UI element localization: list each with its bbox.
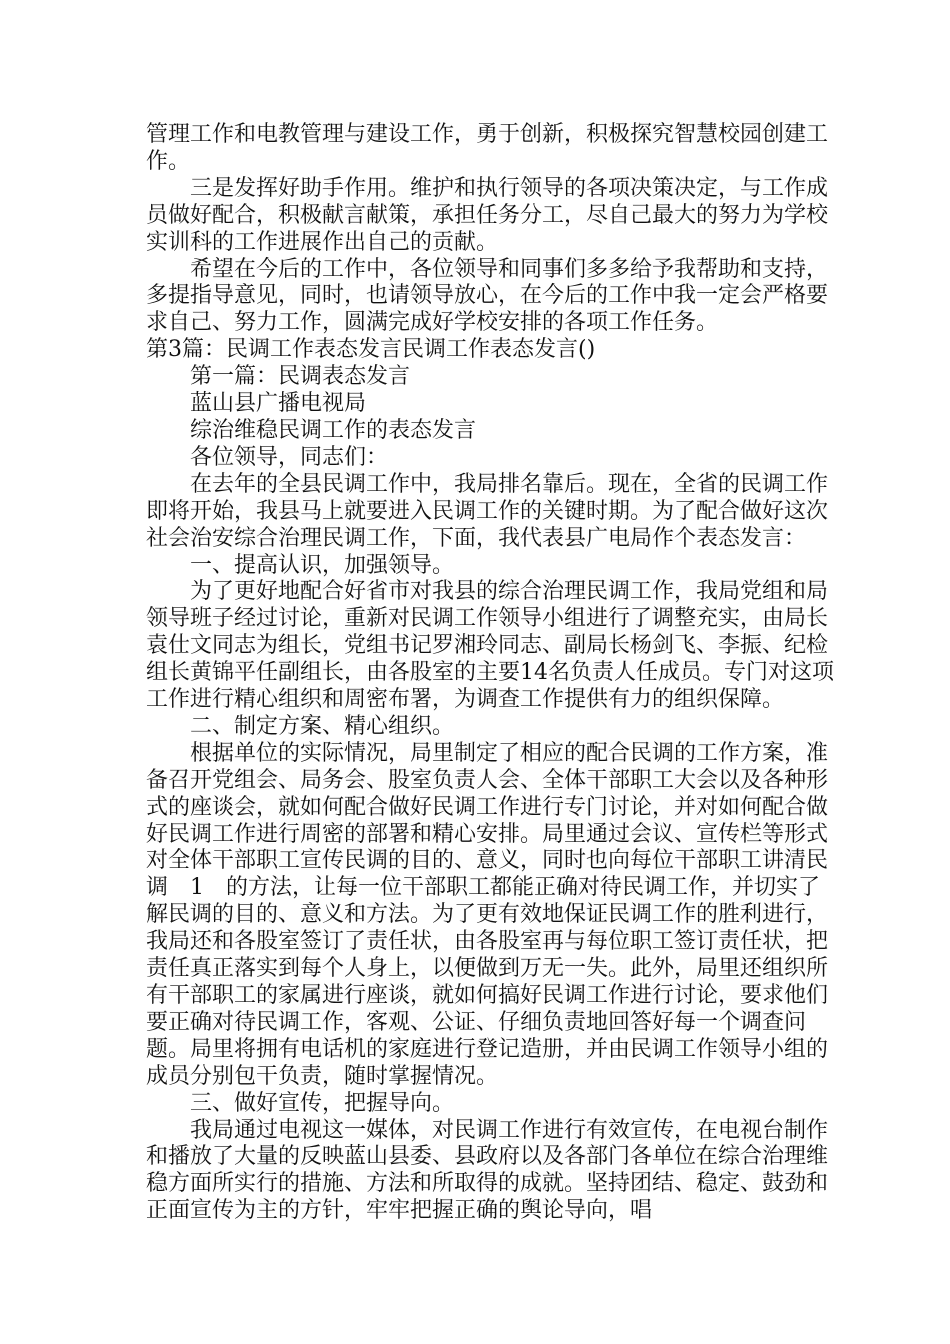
speech-title: 综治维稳民调工作的表态发言 — [190, 417, 477, 443]
point-heading-2: 二、制定方案、精心组织。 — [190, 713, 455, 739]
organization-name: 蓝山县广播电视局 — [190, 391, 367, 417]
paragraph: 管理工作和电教管理与建设工作，勇于创新，积极探究智慧校园创建工作。 — [146, 122, 829, 174]
salutation: 各位领导，同志们： — [190, 444, 389, 470]
paragraph: 为了更好地配合好省市对我县的综合治理民调工作，我局党组和局领导班子经过讨论，重新对民调工作领导小组进行了调整充实，由局长袁仕文同志为组长，党组书记罗湘玲同志、副局长杨剑飞、李振、纪检组长黄锦平任副组长，由各股室的主要14名负责人任成员。专门对这项工作进行精心组织和周密布署，为调查工作提供有力的组织保障。 — [146, 579, 834, 713]
section-heading: 第3篇：民调工作表态发言民调工作表态发言() — [146, 337, 596, 363]
paragraph: 我局通过电视这一媒体，对民调工作进行有效宣传，在电视台制作和播放了大量的反映蓝山县委、县政府以及各部门各单位在综合治理维稳方面所实行的措施、方法和所取得的成就。坚持团结、稳定、鼓劲和正面宣传为主的方针，牢牢把握正确的舆论导向，唱 — [146, 1117, 829, 1224]
subsection-title: 第一篇：民调表态发言 — [190, 364, 411, 390]
paragraph: 根据单位的实际情况，局里制定了相应的配合民调的工作方案，准备召开党组会、局务会、股室负责人会、全体干部职工大会以及各种形式的座谈会，就如何配合做好民调工作进行专门讨论，并对如何配合做好民调工作进行周密的部署和精心安排。局里通过会议、宣传栏等形式对全体干部职工宣传民调的目的、意义，同时也向每位干部职工讲清民调 1 的方法，让每一位干部职工都能正确对待民调工作，并切实了解民调的目的、意义和方法。为了更有效地保证民调工作的胜利进行，我局还和各股室签订了责任状，由各股室再与每位职工签订责任状，把责任真正落实到每个人身上，以便做到万无一失。此外，局里还组织所有干部职工的家属进行座谈，就如何搞好民调工作进行讨论，要求他们要正确对待民调工作，客观、公证、仔细负责地回答好每一个调查问题。局里将拥有电话机的家庭进行登记造册，并由民调工作领导小组的成员分别包干负责，随时掌握情况。 — [146, 740, 829, 1089]
paragraph: 三是发挥好助手作用。维护和执行领导的各项决策决定，与工作成员做好配合，积极献言献策，承担任务分工，尽自己最大的努力为学校实训科的工作进展作出自己的贡献。 — [146, 175, 829, 255]
point-heading-1: 一、提高认识，加强领导。 — [190, 552, 455, 578]
point-heading-3: 三、做好宣传，把握导向。 — [190, 1090, 455, 1116]
document-body — [146, 122, 836, 1225]
paragraph: 在去年的全县民调工作中，我局排名靠后。现在，全省的民调工作即将开始，我县马上就要进入民调工作的关键时期。为了配合做好这次社会治安综合治理民调工作，下面，我代表县广电局作个表态发言： — [146, 471, 829, 551]
paragraph: 希望在今后的工作中，各位领导和同事们多多给予我帮助和支持，多提指导意见，同时，也请领导放心，在今后的工作中我一定会严格要求自己、努力工作，圆满完成好学校安排的各项工作任务。 — [146, 256, 829, 336]
